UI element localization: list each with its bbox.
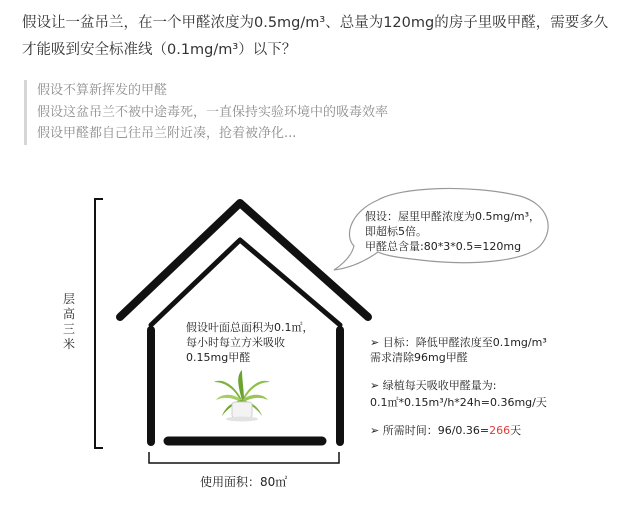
leaf-assumption-line: 0.15mg甲醛	[186, 351, 251, 364]
required-time-prefix: ➢ 所需时间：96/0.36=	[370, 424, 490, 437]
required-time-suffix: 天	[510, 424, 522, 437]
goal-line: 需求清除96mg甲醛	[370, 351, 468, 364]
required-time-line	[370, 423, 521, 438]
assumptions-quote	[24, 80, 597, 145]
bubble-line: 甲醛总含量:80*3*0.5=120mg	[365, 240, 522, 253]
leaf-assumption-line: 每小时每立方米吸收	[186, 336, 285, 349]
goal-line: ➢ 目标：降低甲醛浓度至0.1mg/m³	[370, 336, 547, 349]
bubble-line: 即超标5倍。	[365, 225, 427, 238]
required-time-value: 266	[489, 424, 511, 437]
bubble-line: 假设：屋里甲醛浓度为0.5mg/m³，	[365, 210, 541, 223]
leaf-assumption-line: 假设叶面总面积为0.1㎡，	[186, 321, 314, 334]
daily-absorption-line: 0.1㎡*0.15m³/h*24h=0.36mg/天	[370, 396, 547, 409]
area-bracket	[149, 452, 339, 463]
daily-absorption-line: ➢ 绿植每天吸收甲醛量为:	[370, 379, 497, 392]
height-bracket	[95, 199, 103, 448]
area-label: 使用面积：80㎡	[200, 475, 288, 489]
assumption-item: 假设甲醛都自己往吊兰附近凑，抢着被净化...	[37, 126, 297, 141]
house-ceiling	[151, 240, 340, 325]
house-roof	[120, 203, 368, 317]
assumption-item: 假设不算新挥发的甲醛	[37, 83, 168, 98]
potted-plant-icon	[212, 370, 272, 422]
question-text: 假设让一盆吊兰，在一个甲醛浓度为0.5mg/m³、总量为120mg的房子里吸甲醛，需要多久才能吸到安全标准线（0.1mg/m³）以下？	[22, 15, 609, 58]
height-label: 层高三米	[62, 292, 75, 351]
assumption-item: 假设这盆吊兰不被中途毒死，一直保持实验环境中的吸毒效率	[37, 104, 389, 120]
